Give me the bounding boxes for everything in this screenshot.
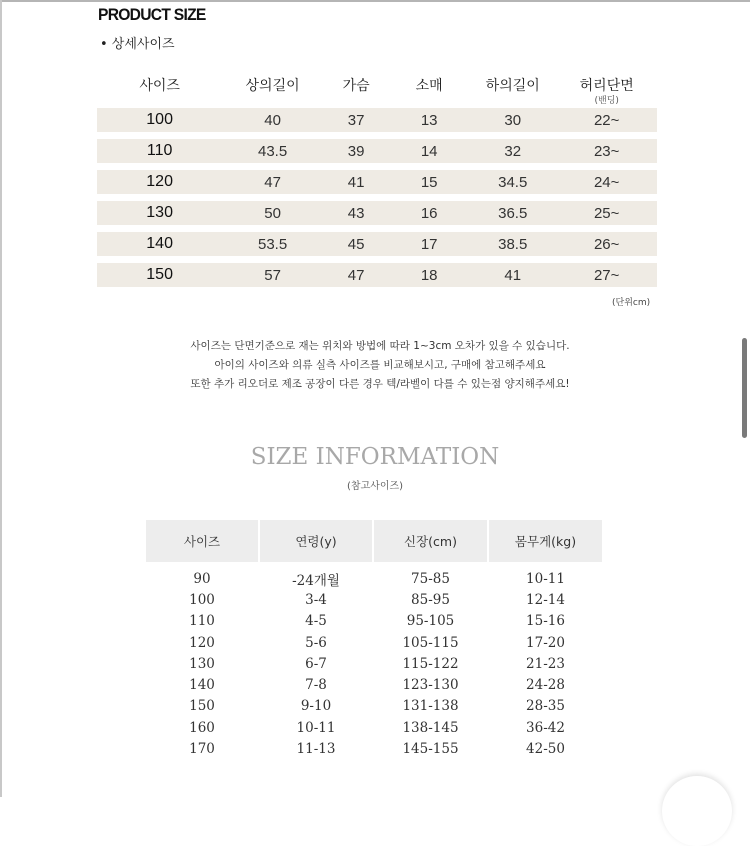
notice-line: 사이즈는 단면기준으로 재는 위치와 방법에 따라 1~3cm 오차가 있을 수 있습니다. <box>190 340 570 352</box>
product-size-subtitle: • 상세사이즈 <box>100 37 175 52</box>
cell-weight: 24-28 <box>526 677 565 694</box>
cell-bottom-length: 38.5 <box>498 235 528 253</box>
cell-bottom-length: 32 <box>504 142 522 160</box>
header-waist: 허리단면 (밴딩) <box>556 76 657 106</box>
cell-age: 4-5 <box>305 613 327 630</box>
table-row <box>97 201 657 225</box>
cell-age: 3-4 <box>305 591 327 608</box>
cell-height: 131-138 <box>402 698 459 715</box>
cell-waist: 22~ <box>593 111 620 129</box>
cell-size: 90 <box>193 570 211 587</box>
cell-height: 145-155 <box>402 741 459 758</box>
table-row <box>146 696 604 717</box>
cell-waist: 27~ <box>593 266 620 284</box>
size-information-title: SIZE INFORMATION <box>250 444 500 470</box>
cell-top-length: 57 <box>264 266 281 284</box>
notice-line: 아이의 사이즈와 의류 실측 사이즈를 비교해보시고, 구매에 참고해주세요 <box>214 359 546 371</box>
header-weight: 몸무게(kg) <box>489 520 602 562</box>
size-information-subtitle: (참고사이즈) <box>346 481 404 492</box>
cell-height: 123-130 <box>402 677 459 694</box>
table-row <box>146 738 604 759</box>
window-top-border <box>0 0 750 2</box>
table-row <box>146 717 604 738</box>
size-notice <box>150 337 610 394</box>
cell-size: 100 <box>189 591 215 608</box>
cell-sleeve: 17 <box>420 235 438 253</box>
table-row <box>97 108 657 132</box>
table-row <box>97 139 657 163</box>
cell-chest: 45 <box>347 235 365 253</box>
cell-sleeve: 16 <box>420 204 438 222</box>
cell-age: 11-13 <box>296 741 336 758</box>
cell-chest: 41 <box>347 173 365 191</box>
cell-size: 140 <box>189 677 215 694</box>
table-row <box>146 674 604 695</box>
cell-size: 150 <box>189 698 215 715</box>
cell-weight: 10-11 <box>526 570 565 587</box>
cell-chest: 39 <box>347 142 365 160</box>
cell-sleeve: 18 <box>420 266 438 284</box>
cell-age: 7-8 <box>305 677 327 694</box>
cell-waist: 25~ <box>593 204 620 222</box>
cell-age: 5-6 <box>305 634 327 651</box>
floating-button[interactable] <box>662 776 732 846</box>
cell-waist: 23~ <box>593 142 620 160</box>
header-waist-note: (밴딩) <box>594 96 619 106</box>
cell-size: 150 <box>146 266 173 283</box>
cell-weight: 17-20 <box>526 634 565 651</box>
cell-sleeve: 15 <box>420 173 438 191</box>
cell-height: 115-122 <box>402 655 459 672</box>
unit-label: (단위cm) <box>612 298 651 308</box>
cell-weight: 15-16 <box>526 613 565 630</box>
cell-chest: 47 <box>347 266 365 284</box>
cell-bottom-length: 41 <box>504 266 522 284</box>
cell-size: 120 <box>146 173 173 190</box>
cell-height: 75-85 <box>411 570 450 587</box>
table-row <box>97 170 657 194</box>
cell-size: 130 <box>146 204 173 221</box>
cell-weight: 21-23 <box>526 655 565 672</box>
product-size-title: PRODUCT SIZE <box>98 5 206 24</box>
table-row <box>146 653 604 674</box>
cell-weight: 42-50 <box>526 741 565 758</box>
cell-age: -24개월 <box>292 572 340 589</box>
cell-age: 6-7 <box>305 655 327 672</box>
header-sleeve: 소매 <box>415 78 443 94</box>
table-row <box>146 589 604 610</box>
table-row <box>146 568 604 589</box>
table-row <box>97 232 657 256</box>
header-top-length: 상의길이 <box>245 78 300 94</box>
table-row <box>146 611 604 632</box>
cell-size: 160 <box>189 719 215 736</box>
vertical-scrollbar[interactable] <box>742 338 747 438</box>
cell-height: 105-115 <box>402 634 459 651</box>
header-size: 사이즈 <box>139 78 180 94</box>
cell-size: 140 <box>146 235 173 252</box>
header-bottom-length: 하의길이 <box>485 78 540 94</box>
cell-height: 138-145 <box>402 719 459 736</box>
header-age: 연령(y) <box>260 520 372 562</box>
cell-waist: 24~ <box>593 173 620 191</box>
cell-sleeve: 14 <box>420 142 438 160</box>
product-size-header-row <box>97 76 657 108</box>
cell-weight: 28-35 <box>526 698 565 715</box>
cell-top-length: 53.5 <box>257 235 288 253</box>
cell-height: 85-95 <box>411 591 450 608</box>
cell-bottom-length: 34.5 <box>498 173 528 191</box>
cell-size: 120 <box>189 634 215 651</box>
cell-weight: 36-42 <box>526 719 565 736</box>
cell-size: 130 <box>189 655 215 672</box>
cell-sleeve: 13 <box>420 111 438 129</box>
cell-chest: 37 <box>347 111 365 129</box>
cell-bottom-length: 30 <box>504 111 522 129</box>
table-row <box>146 632 604 653</box>
size-information-table <box>146 520 604 760</box>
cell-size: 110 <box>189 613 215 630</box>
cell-size: 170 <box>189 741 215 758</box>
notice-line: 또한 추가 리오더로 제조 공장이 다른 경우 텍/라벨이 다를 수 있는점 양지해주세요! <box>190 378 570 390</box>
cell-top-length: 50 <box>264 204 281 222</box>
cell-size: 110 <box>146 142 173 159</box>
cell-age: 9-10 <box>300 698 332 715</box>
cell-bottom-length: 36.5 <box>498 204 528 222</box>
cell-height: 95-105 <box>406 613 455 630</box>
cell-top-length: 40 <box>264 111 281 129</box>
cell-top-length: 47 <box>264 173 281 191</box>
cell-chest: 43 <box>347 204 365 222</box>
size-information-header-row <box>146 520 604 562</box>
cell-age: 10-11 <box>296 719 336 736</box>
window-left-border <box>0 0 2 797</box>
product-size-table <box>97 76 657 294</box>
cell-size: 100 <box>146 111 173 128</box>
table-row <box>97 263 657 287</box>
cell-weight: 12-14 <box>526 591 565 608</box>
header-height: 신장(cm) <box>374 520 487 562</box>
cell-waist: 26~ <box>593 235 620 253</box>
header-chest: 가슴 <box>342 78 370 94</box>
cell-top-length: 43.5 <box>257 142 288 160</box>
header-size: 사이즈 <box>146 520 258 562</box>
